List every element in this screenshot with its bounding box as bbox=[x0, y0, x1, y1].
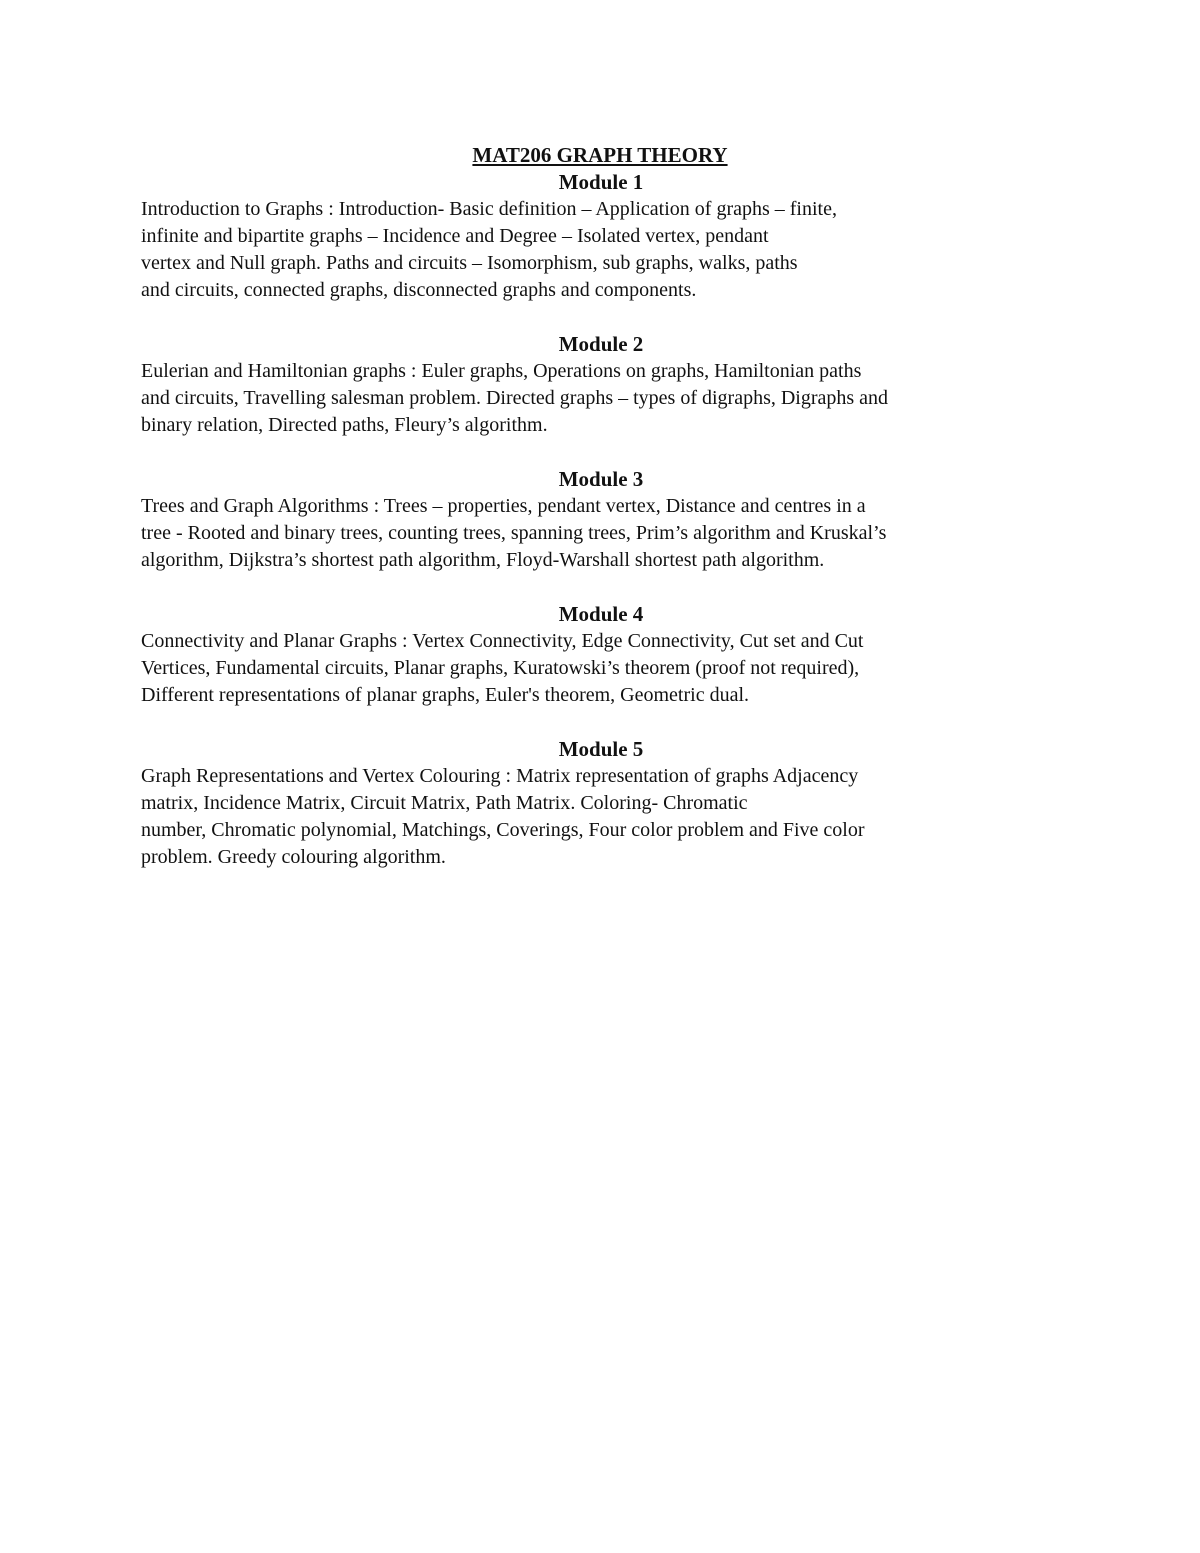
module-heading: Module 5 bbox=[558, 737, 644, 761]
text-line: number, Chromatic polynomial, Matchings, Coverings, Four color problem and Five color bbox=[141, 819, 865, 841]
module-section-1 bbox=[141, 169, 1071, 304]
text-line: Vertices, Fundamental circuits, Planar graphs, Kuratowski’s theorem (proof not required), bbox=[141, 657, 860, 679]
text-line: Introduction to Graphs : Introduction- Basic definition – Application of graphs – finite, bbox=[141, 198, 837, 220]
module-section-3 bbox=[141, 466, 1071, 574]
module-description bbox=[141, 493, 1071, 574]
text-line: Different representations of planar graphs, Euler's theorem, Geometric dual. bbox=[141, 684, 750, 706]
text-line: Trees and Graph Algorithms : Trees – properties, pendant vertex, Distance and centres in a bbox=[141, 495, 866, 517]
text-line: and circuits, Travelling salesman problem. Directed graphs – types of digraphs, Digraphs and bbox=[141, 387, 889, 409]
module-heading: Module 2 bbox=[558, 332, 644, 356]
text-line: vertex and Null graph. Paths and circuits – Isomorphism, sub graphs, walks, paths bbox=[141, 252, 798, 274]
module-section-5 bbox=[141, 736, 1071, 871]
module-heading: Module 4 bbox=[558, 602, 644, 626]
module-heading: Module 3 bbox=[558, 467, 644, 491]
text-line: Connectivity and Planar Graphs : Vertex Connectivity, Edge Connectivity, Cut set and Cut bbox=[141, 630, 864, 652]
module-description bbox=[141, 196, 1071, 304]
module-description bbox=[141, 628, 1071, 709]
document-title: MAT206 GRAPH THEORY bbox=[472, 143, 728, 167]
text-line: matrix, Incidence Matrix, Circuit Matrix, Path Matrix. Coloring- Chromatic bbox=[141, 792, 748, 814]
module-section-2 bbox=[141, 331, 1071, 439]
module-heading: Module 1 bbox=[558, 170, 644, 194]
text-line: infinite and bipartite graphs – Incidence and Degree – Isolated vertex, pendant bbox=[141, 225, 769, 247]
text-line: binary relation, Directed paths, Fleury’s algorithm. bbox=[141, 414, 548, 436]
module-description bbox=[141, 763, 1071, 871]
text-line: Graph Representations and Vertex Colouring : Matrix representation of graphs Adjacency bbox=[141, 765, 859, 787]
text-line: and circuits, connected graphs, disconnected graphs and components. bbox=[141, 279, 697, 301]
text-line: algorithm, Dijkstra’s shortest path algorithm, Floyd-Warshall shortest path algorithm. bbox=[141, 549, 825, 571]
module-description bbox=[141, 358, 1071, 439]
text-line: Eulerian and Hamiltonian graphs : Euler graphs, Operations on graphs, Hamiltonian paths bbox=[141, 360, 862, 382]
text-line: tree - Rooted and binary trees, counting trees, spanning trees, Prim’s algorithm and Kruskal’s bbox=[141, 522, 887, 544]
text-line: problem. Greedy colouring algorithm. bbox=[141, 846, 446, 868]
module-section-4 bbox=[141, 601, 1071, 709]
